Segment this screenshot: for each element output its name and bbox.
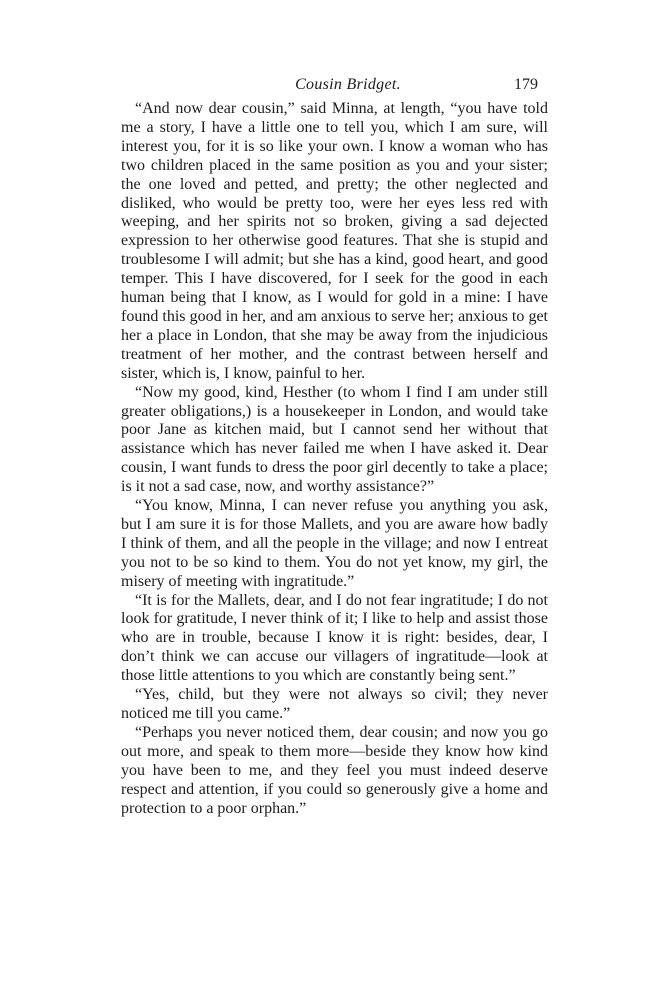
paragraph: “You know, Minna, I can never refuse you anything you ask, but I am sure it is for those Mallets, and you are aware how badly I think of them, and all the people in the village; and now I entreat you not to be so kind to them. You do not yet know, my girl, the misery of meeting with ingratitude.” — [121, 497, 548, 590]
page-number: 179 — [514, 76, 538, 93]
paragraph: “And now dear cousin,” said Minna, at length, “you have told me a story, I have a little one to tell you, which I am sure, will interest you, for it is so like your own. I know a woman who has two children placed in the same position as you and your sister; the one loved and petted, and pretty; the other neglected and disliked, who would be pretty too, were her eyes less red with weeping, and her spirits not so broken, giving a sad dejected expression to her otherwise good features. That she is stupid and troublesome I will admit; but she has a kind, good heart, and good temper. This I have discovered, for I seek for the good in each human being that I know, as I would for gold in a mine: I have found this good in her, and am anxious to serve her; anxious to get her a place in London, that she may be away from the injudicious treatment of her mother, and the contrast between herself and sister, which is, I know, painful to her. — [121, 100, 548, 382]
body-text — [121, 100, 548, 818]
paragraph: “Perhaps you never noticed them, dear cousin; and now you go out more, and speak to them more—beside they know how kind you have been to me, and they feel you must indeed deserve respect and attention, if you could so generously give a home and protection to a poor orphan.” — [121, 723, 548, 817]
paragraph: “Now my good, kind, Hesther (to whom I find I am under still greater obligations,) is a housekeeper in London, and would take poor Jane as kitchen maid, but I cannot send her without that assistance which has never failed me when I have asked it. Dear cousin, I want funds to dress the poor girl decently to take a place; is it not a sad case, now, and worthy assistance?” — [121, 383, 548, 496]
running-head-title: Cousin Bridget. — [295, 76, 401, 93]
paragraph: “Yes, child, but they were not always so civil; they never noticed me till you came.” — [121, 686, 548, 722]
paragraph: “It is for the Mallets, dear, and I do not fear ingratitude; I do not look for gratitude, I never think of it; I like to help and assist those who are in trouble, because I know it is right: besides, dear, I don’t think we can accuse our villagers of ingratitude—look at those little attentions to you which are constantly being sent.” — [121, 591, 548, 685]
